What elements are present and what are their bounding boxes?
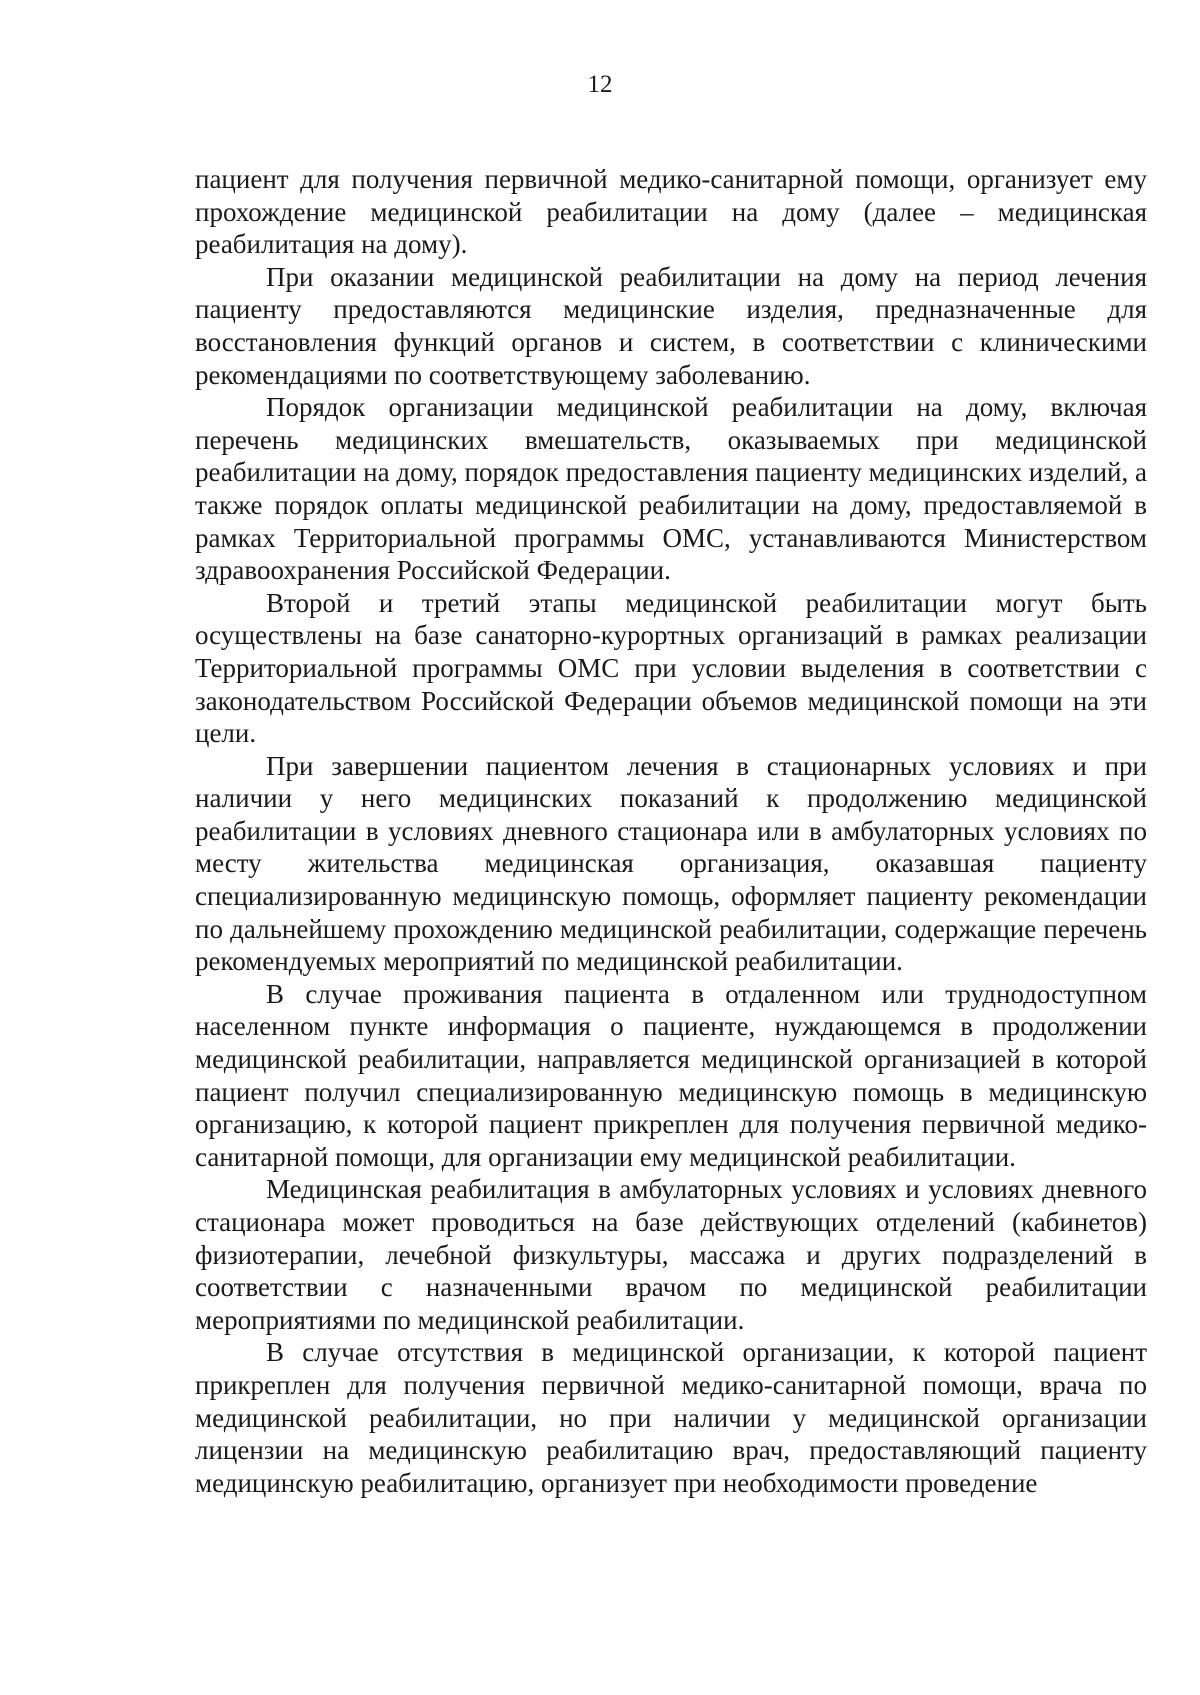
- paragraph-outpatient-rehabilitation: Медицинская реабилитация в амбулаторных условиях и условиях дневного стационара может проводиться на базе действующих отделений (кабинетов) физиотерапии, лечебной физкультуры, массажа и других подразделений в соответствии с назначенными врачом по медицинской реабилитации мероприятиями по медицинской реабилитации.: [195, 1174, 1147, 1335]
- paragraph-sanatorium-stages: Второй и третий этапы медицинской реабилитации могут быть осуществлены на базе санаторно-курортных организаций в рамках реализации Территориальной программы ОМС при условии выделения в соответствии с законодательством Российской Федерации объемов медицинской помощи на эти цели.: [195, 587, 1147, 749]
- paragraph-procedure: Порядок организации медицинской реабилитации на дому, включая перечень медицинских вмешательств, оказываемых при медицинской реабилитации на дому, порядок предоставления пациенту медицинских изделий, а также порядок оплаты медицинской реабилитации на дому, предоставляемой в рамках Территориальной программы ОМС, устанавливаются Министерством здравоохранения Российской Федерации.: [195, 392, 1147, 586]
- paragraph-discharge-recommendations: При завершении пациентом лечения в стационарных условиях и при наличии у него медицинских показаний к продолжению медицинской реабилитации в условиях дневного стационара или в амбулаторных условиях по месту жительства медицинская организация, оказавшая пациенту специализированную медицинскую помощь, оформляет пациенту рекомендации по дальнейшему прохождению медицинской реабилитации, содержащие перечень рекомендуемых мероприятий по медицинской реабилитации.: [195, 750, 1147, 977]
- paragraph-continuation: пациент для получения первичной медико-санитарной помощи, организует ему прохождение медицинской реабилитации на дому (далее – медицинская реабилитация на дому).: [195, 164, 1147, 260]
- paragraph-medical-devices: При оказании медицинской реабилитации на дому на период лечения пациенту предоставляются медицинские изделия, предназначенные для восстановления функций органов и систем, в соответствии с клиническими рекомендациями по соответствующему заболеванию.: [195, 261, 1147, 390]
- paragraph-no-rehab-doctor: В случае отсутствия в медицинской организации, к которой пациент прикреплен для получения первичной медико-санитарной помощи, врача по медицинской реабилитации, но при наличии у медицинской организации лицензии на медицинскую реабилитацию врач, предоставляющий пациенту медицинскую реабилитацию, организует при необходимости проведение: [195, 1337, 1147, 1498]
- page-number: 12: [587, 71, 613, 98]
- paragraph-remote-settlement: В случае проживания пациента в отдаленном или труднодоступном населенном пункте информация о пациенте, нуждающемся в продолжении медицинской реабилитации, направляется медицинской организацией в которой пациент получил специализированную медицинскую помощь в медицинскую организацию, к которой пациент прикреплен для получения первичной медико-санитарной помощи, для организации ему медицинской реабилитации.: [195, 978, 1147, 1172]
- document-body: [195, 163, 1147, 1499]
